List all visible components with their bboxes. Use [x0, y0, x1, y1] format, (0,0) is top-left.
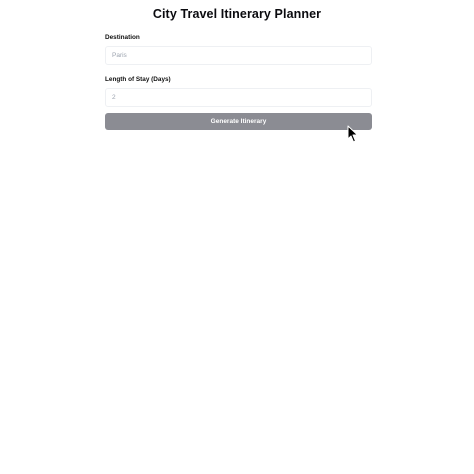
itinerary-form	[105, 33, 372, 130]
mouse-pointer-icon	[347, 125, 359, 143]
length-of-stay-input[interactable]: 2	[105, 88, 372, 107]
generate-itinerary-button[interactable]: Generate Itinerary	[105, 113, 372, 130]
destination-input[interactable]: Paris	[105, 46, 372, 65]
length-of-stay-label: Length of Stay (Days)	[105, 76, 171, 83]
page-title: City Travel Itinerary Planner	[152, 7, 322, 21]
destination-label: Destination	[105, 34, 140, 41]
